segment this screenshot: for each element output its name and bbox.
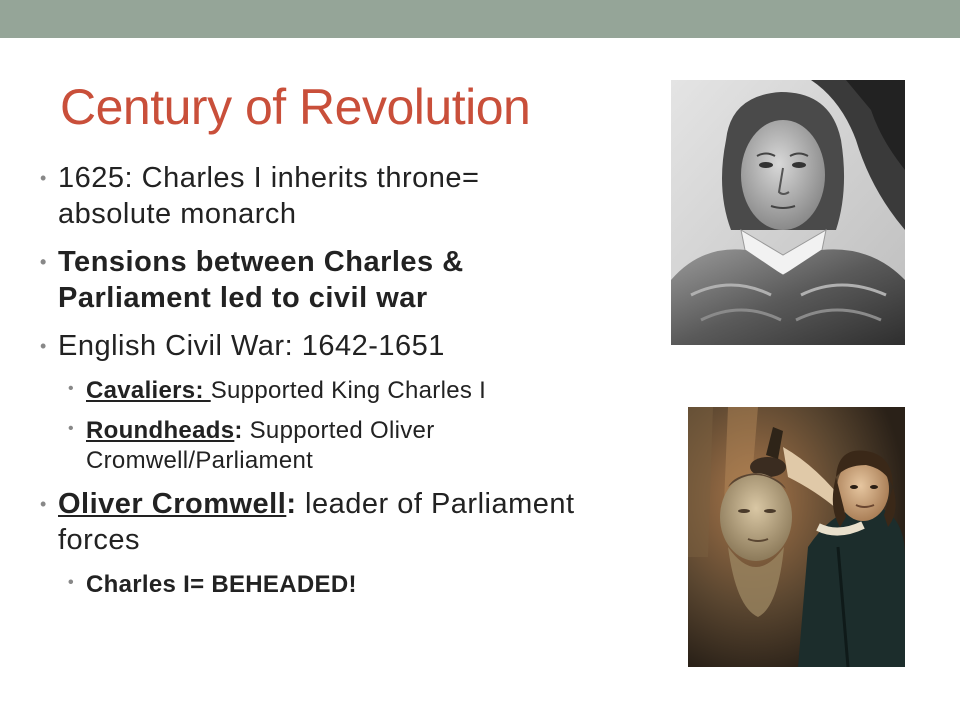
painting-drawing	[688, 407, 905, 667]
bullet-text: Charles I= BEHEADED!	[86, 571, 357, 598]
bullet-text: Tensions between Charles & Parliament led to civil war	[58, 246, 464, 314]
cromwell-colon: :	[286, 488, 297, 520]
roundheads-desc: Supported Oliver Cromwell/Parliament	[86, 417, 435, 474]
cromwell-painting-image	[688, 407, 905, 667]
portrait-drawing	[671, 80, 905, 345]
cromwell-term: Oliver Cromwell	[58, 488, 287, 520]
bullet-text: 1625: Charles I inherits throne= absolute monarch	[58, 162, 480, 230]
roundheads-term: Roundheads	[86, 417, 235, 444]
subbullet-beheaded	[68, 570, 580, 600]
bullet-charles-inherits	[40, 160, 580, 232]
top-accent-bar	[0, 0, 960, 38]
subbullet-roundheads	[68, 416, 580, 476]
bullet-tensions	[40, 244, 580, 316]
bullet-cromwell	[40, 486, 580, 558]
bullet-text: English Civil War: 1642-1651	[58, 330, 445, 362]
cromwell-portrait-image	[671, 80, 905, 345]
cavaliers-desc: Supported King Charles I	[210, 377, 487, 404]
bullet-civil-war	[40, 328, 580, 364]
roundheads-colon: :	[234, 417, 243, 444]
slide-title: Century of Revolution	[60, 79, 531, 135]
cavaliers-term: Cavaliers:	[86, 377, 211, 404]
bullet-list	[40, 160, 580, 610]
cromwell-desc: leader of Parliament forces	[58, 488, 575, 556]
subbullet-cavaliers	[68, 376, 580, 406]
